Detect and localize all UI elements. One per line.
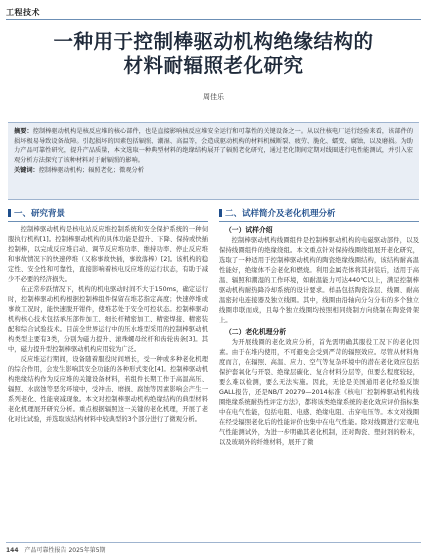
abstract-label: 摘要： [14, 128, 33, 135]
heading-bar [219, 209, 222, 217]
footer-text [6, 545, 106, 554]
subsection-2-title: （二）老化机理分析 [225, 328, 287, 336]
section-2-paragraph-2: 为开展线圈的老化效应分析，首先需明确其服役工况下的老化因素。由于在堆内使用，不可避免会受到严苛的辐照效应。尽管从材料角度而言，在辐照、高温、应力、空气等复杂环境中的潜在老化效应包括保护套氧化与开裂、绝缘层碳化、复合材料分层等，但要么程度较轻，要么难以检测，要么无法实施。因此，无论是美国通用老化经验反馈GALL报告，还是NB/T 20279—2014标准《核电厂控制棒驱动机构线圈绝缘系统耐热性评定方法》，都将该类绝缘系统的老化效应评价指标集中在电气性能，包括电阻、电感、绝缘电阻、击穿电压等。本文对线圈在经受辐照老化后的性能评价也集中在电气性能。除对线圈进行宏观电气性能测试外，为进一步明确其老化机制，还对陶瓷、塑封剂的粉末，以及玻璃外的纤维材料，展开了微 [219, 339, 419, 446]
title-line-1: 一种用于控制棒驱动机构绝缘结构的 [53, 30, 374, 53]
section-1-paragraph-3: 反应堆运行期间，设备随着服役时间增长，受一种或多种老化机理的综合作用，会发生影响其安全功能的各种形式变化[4]。控制棒驱动机构绝缘结构作为反应堆的关键设备材料，若组件长期工作于高温高压、辐照、水腐蚀等恶劣环境中，受冲击、磨损、腐蚀等因素影响会产生一系列老化、性能衰减现象。本文对控制棒驱动机构绝缘结构的典型材料老化机理展开研究分析。重点根据辐照这一关键的老化机理，开展了老化对比试验，并选取该结构材料中较典型的3个部分进行了微观分析。 [8, 356, 208, 423]
page-footer [6, 542, 421, 554]
title-line-2: 材料耐辐照老化研究 [123, 54, 304, 77]
abstract [14, 127, 413, 165]
left-column [8, 207, 208, 425]
author-name: 周佳乐 [203, 93, 224, 101]
keywords [14, 166, 413, 176]
keywords-text: 控制棒驱动机构；辐照老化；微观分析 [38, 167, 144, 175]
footer-divider [6, 542, 421, 543]
heading-bar [8, 209, 11, 217]
subsection-1-title: （一）试样介绍 [225, 226, 273, 234]
section-tag: 工程技术 [6, 8, 40, 17]
abstract-box [8, 122, 419, 200]
section-2-heading [219, 207, 419, 222]
header-divider [6, 19, 421, 20]
section-1-title: 一、研究背景 [14, 209, 66, 219]
page-number: 144 [6, 547, 19, 554]
section-2-paragraph-1: 控制棒驱动机构线圈组件是控制棒驱动机构的电磁驱动部件，以及保持线圈组件的绝缘绕组。本文重点针对保持线圈绕组展开老化研究，选取了一种适用于控制棒驱动机构的陶瓷绝缘线圈结构，该结构耐高温性能好，绝缘体不会老化和燃烧。利用金属壳体将其封装后，适用于高温、辐照和潮湿的工作环境，如耐温能力可达440℃以上，满足控制棒驱动机构耐热降冷却系统的设计要求。样品包括陶瓷涂层、线圈、耐高温密封电连接器及独立线圈。其中，线圈由沿轴向分匀分布的多个独立线圈串联而成，且每个独立线圈均按照相同绕制方向绕制在陶瓷骨架上。 [219, 237, 419, 324]
section-1-heading [8, 207, 208, 222]
page-header [0, 0, 427, 22]
journal-name: 产品可靠性报告 2025年第5期 [24, 547, 106, 554]
right-column [219, 207, 419, 448]
article-title [0, 30, 427, 78]
section-2-title: 二、试样简介及老化机理分析 [225, 209, 336, 219]
keywords-label: 关键词： [14, 167, 39, 175]
section-1-paragraph-1: 控制棒驱动机构是核电站反应堆控制系统和安全保护系统的一种伺服执行机构[1]。控制棒驱动机构的具体功能是提升、下降、保持或快插控制棒，以完成反应堆启动、调节反应堆功率、维持功率、停止反应堆和事故情况下的快速停堆（又称事故快插，事故落棒）[2]。该机构的稳定性、安全性和可靠性，直接影响着核电反应堆的运行状态，有助于减少不必要的经济损失。 [8, 226, 208, 283]
section-1-paragraph-2: 在正常步跃情况下，机构的机电驱动时间不大于150ms，确定运行时，控制棒驱动机构根据控制棒组件保留在堆芯指定高度；快速停堆或事故工况时，能快速脱开钳件，使堆芯处于安全可控状态。控制棒驱动机构核心技术包括承压部件加工、细长杆精密加工、精密焊接、精密装配和综合试验技术。目前全世界运行中的压水堆型采用的控制棒驱动机构类型主要有3类，分别为磁力提升、滚珠螺母丝杆和齿轮齿条[3]。其中，磁力提升型控制棒驱动机构应用较为广泛。 [8, 286, 208, 353]
abstract-text: 控制棒驱动机构是核反应堆的核心部件，也是直接影响核反应堆安全运行和可靠性的关键设备之一。从以往核电厂运行经验来看，该部件的损坏极易导致设备故障。引起损坏的因素包括辐照、潮湿、高温等，会造成驱动机构的材料机械断裂、疲劳、脆化、蠕变、腐蚀，以及磨损。为助力产品可靠性研究，提升产品质量，本文选取一种典型材料的绝缘结构展开了辐照老化研究，通过老化期间定期对线圈进行电性能测试，并引入宏观分析方法探究了该种材料对于耐辐照的影响。 [14, 128, 414, 164]
